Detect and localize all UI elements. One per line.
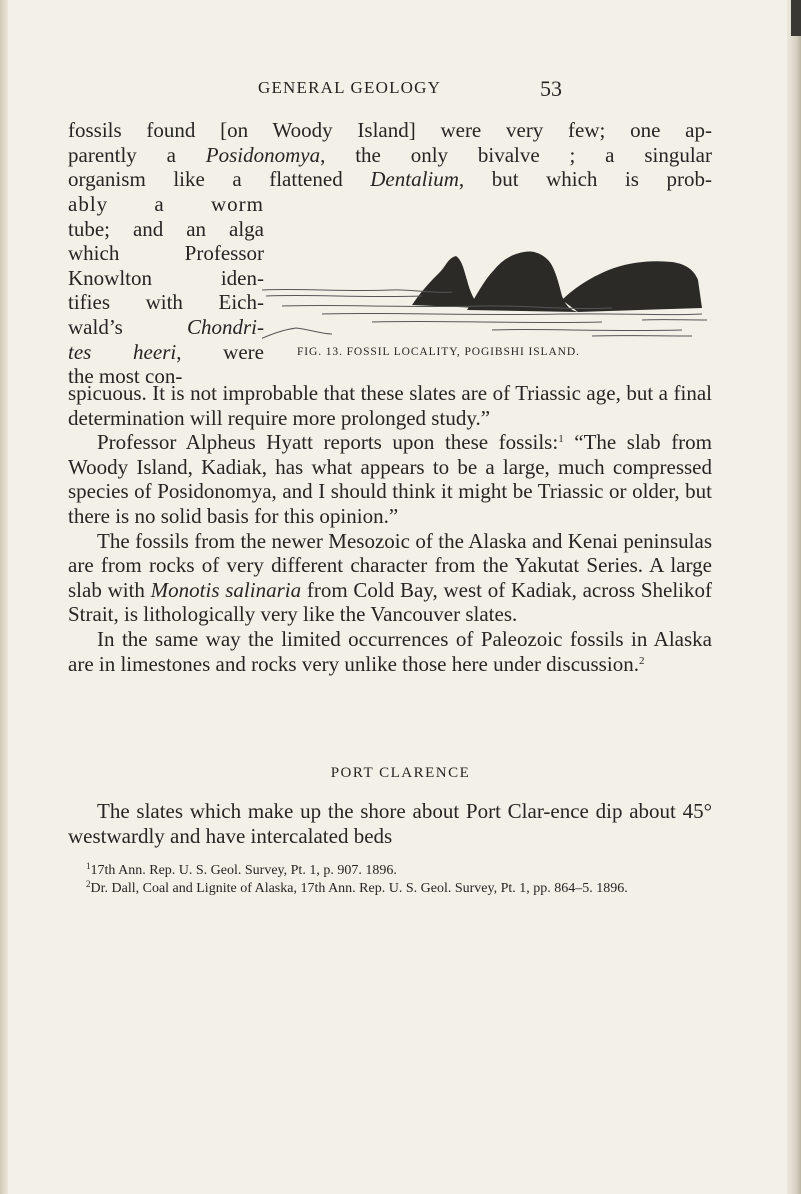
footnote: $^1$17th Ann. Rep. U. S. Geol. Survey, Pt. 1, p. 907. 1896.: [86, 861, 397, 878]
section-heading: PORT CLARENCE: [330, 765, 471, 781]
wrap-line: tes heeri, were: [68, 339, 264, 364]
paragraph: The slates which make up the shore about Port Clar-ence dip about 45° westwardly and have intercalated beds: [68, 799, 712, 848]
paragraph: In the same way the limited occurrences of Paleozoic fossils in Alaska are in limestones and rocks very unlike those here under discussion.$^2$: [68, 626, 712, 676]
edge-mark: [791, 0, 801, 36]
page-number: 53: [540, 76, 562, 101]
wrap-line: wald’s Chondri-: [68, 314, 264, 339]
wrap-line: tifies with Eich-: [68, 290, 264, 315]
paragraph-continuation: [68, 381, 712, 676]
rock-right: [562, 261, 702, 312]
figure-illustration: [262, 250, 712, 342]
text-line: organism like a flattened Dentalium, but which is prob-: [68, 167, 712, 192]
paragraph-port-clarence: [68, 799, 712, 848]
paragraph: Professor Alpheus Hyatt reports upon these fossils:$^1$ “The slab from Woody Island, Kadiak, has what appears to be a large, much compressed species of Posidonomya, and I should think it might be Triassic or older, but there is no solid basis for this opinion.”: [68, 430, 713, 528]
rock-left: [412, 256, 480, 308]
wrap-line: tube; and an alga: [68, 216, 264, 241]
text-line: fossils found [on Woody Island] were very few; one ap-: [68, 118, 712, 142]
footnote-ref: 2: [638, 654, 645, 667]
paragraph-1-top: [68, 118, 712, 192]
rock-main: [467, 251, 578, 312]
text-line: parently a Posidonomya, the only bivalve ; a singular: [68, 142, 712, 167]
paragraph: spicuous. It is not improbable that these slates are of Triassic age, but a final determination will require more prolonged study.”: [68, 381, 712, 430]
running-head-title: GENERAL GEOLOGY: [258, 78, 442, 97]
page-edge-left: [0, 0, 8, 1194]
footnote: $^2$Dr. Dall, Coal and Lignite of Alaska, 17th Ann. Rep. U. S. Geol. Survey, Pt. 1, pp. 864–5. 1896.: [86, 878, 628, 896]
footnotes: [68, 862, 712, 897]
figure-wrap-text: [68, 192, 264, 389]
footnote-ref: 1: [558, 433, 564, 446]
paragraph: The fossils from the newer Mesozoic of the Alaska and Kenai peninsulas are from rocks of very different character from the Yakutat Series. A large slab with Monotis salinaria from Cold Bay, west of Kadiak, across Shelikof Strait, is lithologically very like the Vancouver slates.: [68, 528, 712, 627]
wrap-line: which Professor: [68, 241, 264, 266]
running-head: [0, 76, 801, 102]
figure-caption: FIG. 13. FOSSIL LOCALITY, POGIBSHI ISLAND.: [297, 346, 580, 358]
wrap-line: Knowlton iden-: [68, 265, 264, 290]
page-edge-right: [787, 0, 801, 1194]
wrap-line: the most con-: [68, 364, 183, 389]
wrap-line: ably a worm: [68, 192, 264, 216]
